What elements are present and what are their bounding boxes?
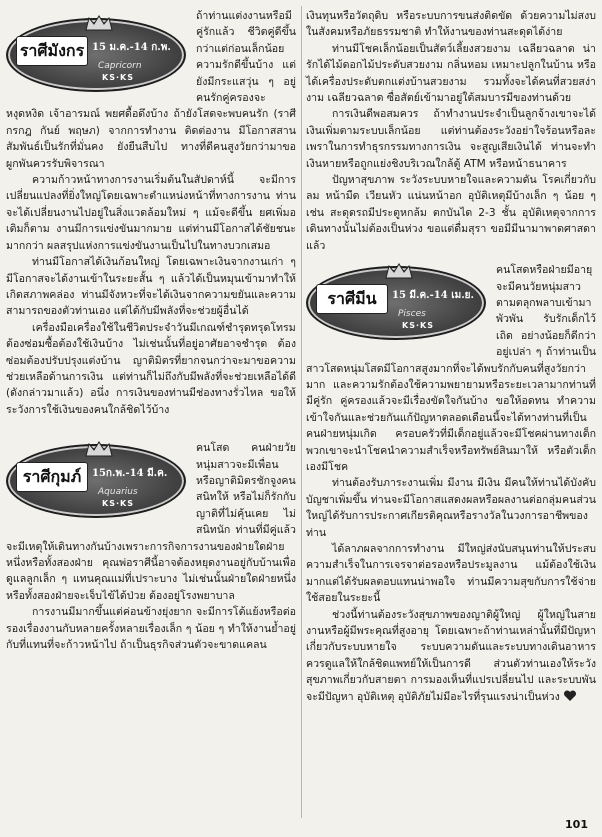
paragraph bbox=[306, 607, 596, 705]
paragraph: เงินทุนหรือวัตถุดิบ หรือระบบการขนส่งติดขัด ด้วยความไม่สงบในสังคมหรือภัยธรรมชาติ ทำให้งานของท่านสะดุดได้ง่าย bbox=[306, 10, 596, 39]
paragraph: คนโสด คนฝ่ายวัยหนุ่มสาวจะมีเพื่อนหรือญาติมิตรชักจูงคนสนิทให้ หรือไม่ก็รักกับญาติที่ไม่คุ้นเคย ไม่สนิทนัก ท่านที่มีคู่แล้วจะมีเหตุให้เดินทางกันบ้างเพราะการกิจการงานของฝ่ายใดฝ่ายหนึ่งหรือทั้งสองฝ่าย คุณพ่อราศีนี้อาจต้องหยุดงานอยู่กับบ้านเพื่อดูแลลูกเล็ก ๆ แทนคุณแม่ที่เปราะบาง ไม่เช่นนั้นฝ่ายใดฝ่ายหนึ่ง หรือทั้งสองฝ่ายจะเจ็บไข้ได้ป่วย ต้องอยู่โรงพยาบาล bbox=[6, 442, 296, 602]
paragraph: ปัญหาสุขภาพ ระวังระบบหายใจและความดัน โรคเกี่ยวกับลม หน้ามืด เวียนหัว แน่นหน้าอก อุบัติเหตุมีบ้างเล็ก ๆ น้อย ๆ เช่น สะดุดรถมีประตูหกล้ม ตกบันได 2-3 ชั้น อุบัติเหตุจากการเดินทางนั้นไม่ต้องเป็นห่วง ขอแต่ดื่มสุรา ขอมีมีนามาพาดศาสดาแล้ว bbox=[306, 174, 596, 252]
heart-icon bbox=[563, 690, 577, 702]
page-number: 101 bbox=[565, 818, 588, 831]
paragraph: ความก้าวหน้าทางการงานเริ่มต้นในสัปดาห์นี้ จะมีการเปลี่ยนแปลงที่ยิ่งใหญ่โดยเฉพาะตำแหน่งหน้าที่ทางการงาน ท่านจะได้เปลี่ยนงานไปอยู่ในสิ่งแวดล้อมใหม่ ๆ แม้จะดีขึ้น ยศเพิ่มอเติมก็ตาม งานมีการแข่งขันมากมาย แต่ท่านมีโอกาสได้ชัยชนะมากกว่า ผลสรุปแห่งการแข่งขันงานเป็นไปในทางบวกเสมอ bbox=[6, 174, 296, 252]
paragraph: การงานมีมากขึ้นแต่ค่อนข้างยุ่งยาก จะมีการโต้แย้งหรือต่อรองเรื่องงานกับหลายครั้งหลายเรื่องเล็ก ๆ น้อย ๆ ทำให้งานย้ำอยู่กับที่แทนที่จะก้าวหน้าไป ถ้าเป็นธุรกิจส่วนตัวจะขาดแคลน bbox=[6, 606, 296, 652]
crown-icon bbox=[84, 440, 114, 458]
sign-dates-capricorn: 15 ม.ค.-14 ก.พ. bbox=[92, 42, 171, 53]
crown-icon bbox=[384, 262, 414, 280]
paragraph: ได้ลาภผลจากการทำงาน มีใหญ่ส่งนับสนุนท่านให้ประสบความสำเร็จในการเจรจาต่อรองหรือประมูลงาน แม้ต้องใช้เงินมากแต่ได้รับผลตอบแทนน่าพอใจ ท่านมีความสุขกับการใช้จ่ายใช้สอยในระยะนี้ bbox=[306, 543, 596, 605]
column-divider bbox=[301, 6, 302, 818]
sign-dates-pisces: 15 มี.ค.-14 เม.ย. bbox=[392, 290, 475, 302]
sign-name-capricorn: ราศีมังกร bbox=[16, 36, 88, 66]
paragraph: คนโสดหรือฝ่ายมีอายุจะมีคนวัยหนุ่มสาวตามตลุกพลาบเข้ามาพัวพัน รับรักเด็กไว้เถิด อย่างน้อยก็ดีกว่าอยู่เปล่า ๆ ถ้าท่านเป็นสาวโสดหนุ่มโสดมีโอกาสสูงมากที่จะได้พบรักกับคนที่สูงวัยกว่ามาก และความรักต้องใช้ความพยายามหรือระยะเวลามากท่านที่มีคู่รัก คู่ครองแล้วจะมีเรื่องขัดใจกันบ้าง ขอให้อดทน ทำความเข้าใจกันและช่วยกันแก้ปัญหาตลอดเดือนนี้จะได้ทางท่านที่เป็นคนฝ่ายหนุ่มเกิด ครอบครัวที่มีเด็กอยู่แล้วจะมีโชคผ่านทางเด็ก พวกเขาจะนำโชคนำความสำเร็จหรือทรัพย์สินมาให้ หรือตัวเด็กเองมีโชค bbox=[306, 264, 596, 473]
paragraph: ท่านมีโชคเล็กน้อยเป็นสัตว์เลี้ยงสวยงาม เฉลียวฉลาด น่ารักได้ไม้ดอกไม้ประดับสวยงาม กลิ่นหอม เหมาะปลูกในบ้าน หรือได้เครื่องประดับตกแต่งบ้านสวยงาม รวมทั้งจะได้คนที่สวยสง่างาม เฉลียวฉลาด ซื่อสัตย์เข้ามาอยู่ใต้สมบารมีของท่านด้วย bbox=[306, 42, 596, 105]
paragraph: ถ้าท่านแต่งงานหรือมีคู่รักแล้ว ชีวิตคู่ดีขึ้นกว่าแต่ก่อนเล็กน้อย ความรักดีขึ้นบ้าง แต่ยังมีกระแสวุ่น ๆ อยู่ คนรักคู่ครองจะหงุดหงิด เจ้าอารมณ์ พยศดื้อดึงบ้าง ถ้ายังโสดจะพบคนรัก (ราศีกรกฎ กันย์ พฤษภ) จากการทำงาน ติดต่องาน มีโอกาสสานสัมพันธ์เป็นรักที่มั่นคง ยังยืนสืบไป ทางที่ดีคนสูงวัยกว่ามาขอผูกพันควรรับพิจารณา bbox=[6, 10, 296, 170]
pisces-badge bbox=[306, 262, 486, 342]
sign-dates-aquarius: 15ก.พ.-14 มี.ค. bbox=[92, 468, 168, 480]
right-column bbox=[306, 8, 596, 705]
sign-eng-aquarius: Aquarius bbox=[98, 487, 138, 498]
paragraph: การเงินดีพอสมควร ถ้าทำงานประจำเป็นลูกจ้างเขาจะได้เงินเพิ่มตามระบบเล็กน้อย แต่ท่านต้องระวังอย่าใจร้อนหรือละเพราในการทำธุรกรรมทางการเงิน จะสูญเสียเงินได้ ท่านจะทำเงินหายหรือถูกแย่งชิงบริเวณใกล้ตู้ ATM หรือหน้าธนาคาร bbox=[306, 108, 596, 170]
left-column bbox=[6, 8, 296, 653]
crown-icon bbox=[84, 14, 114, 32]
paragraph: ท่านต้องรับภาระงานเพิ่ม มีงาน มีเงิน มีคนให้ท่านได้บังคับบัญชาเพิ่มขึ้น ท่านจะมีโอกาสแสดงผลหรือผลงานต่อกลุ่มคนส่วนใหญ่ได้รับการประกาศเกียรติคุณหรือรางวัลในวงการอาชีพของท่าน bbox=[306, 477, 596, 539]
sign-mark: KS·KS bbox=[102, 499, 134, 509]
aquarius-badge bbox=[6, 440, 186, 520]
sign-name-pisces: ราศีมีน bbox=[316, 284, 388, 314]
capricorn-badge bbox=[6, 14, 186, 94]
sign-eng-capricorn: Capricorn bbox=[98, 61, 142, 71]
sign-eng-pisces: Pisces bbox=[398, 309, 426, 320]
paragraph: ท่านมีโอกาสได้เงินก้อนใหญ่ โดยเฉพาะเงินจากงานเก่า ๆ มีโอกาสจะได้งานเข้าในระยะสั้น ๆ แล้วได้เป็นหมุนเข้ามาทำให้เกิดสภาพคล่อง ท่านมีจังหวะที่จะได้เงินจากความขยันและความสามารถของตัวท่านเอง แต่ได้กับมีพลังที่จะช่วยผู้อื่นได้ bbox=[6, 256, 296, 318]
sign-mark: KS·KS bbox=[102, 73, 134, 82]
paragraph-text: ช่วงนี้ท่านต้องระวังสุขภาพของญาติผู้ใหญ่ ผู้ใหญ่ในสายงานหรือผู้มีพระคุณที่สูงอายุ โดยเฉพาะถ้าท่านเหล่านั้นที่มีปัญหาเกี่ยวกับระบบหายใจ ระบบความดันและระบบทางเดินอาหาร ควรดูแลให้ใกล้ชิดแพทย์ให้เป็นการดี ส่วนตัวท่านเองให้ระวังสุขภาพเกี่ยวกับสายตา การมองเห็นที่แปรเปลี่ยนไป และระบบพันจะมีปัญหา อุบัติเหตุ อุบัติภัยไม่มีอะไรที่รุนแรงน่าเป็นห่วง bbox=[306, 608, 596, 703]
sign-name-aquarius: ราศีกุมภ์ bbox=[16, 462, 88, 492]
paragraph: เครื่องมือเครื่องใช้ในชีวิตประจำวันมีเกณฑ์ชำรุดทรุดโทรมต้องซ่อมซื้อต้องใช้เงินบ้าง ไม่เช่นนั้นที่อยู่อาศัยอาจชำรุด ต้องซ่อมต้องปรับปรุงแต่งบ้าน ญาติมิตรที่ยากจนกว่าจะมาขอความช่วยเหลือด้านการเงิน แต่ท่านก็ไม่ถึงกับมีพลังที่จะช่วยเหลือได้ดี (ดังกล่าวมาแล้ว) อนึ่ง การเงินของท่านมีช่องทางรั่วไหล ขอให้ระวังการใช้เงินของคนใกล้ชิดไว้บ้าง bbox=[6, 321, 296, 416]
sign-mark: KS·KS bbox=[402, 321, 434, 331]
